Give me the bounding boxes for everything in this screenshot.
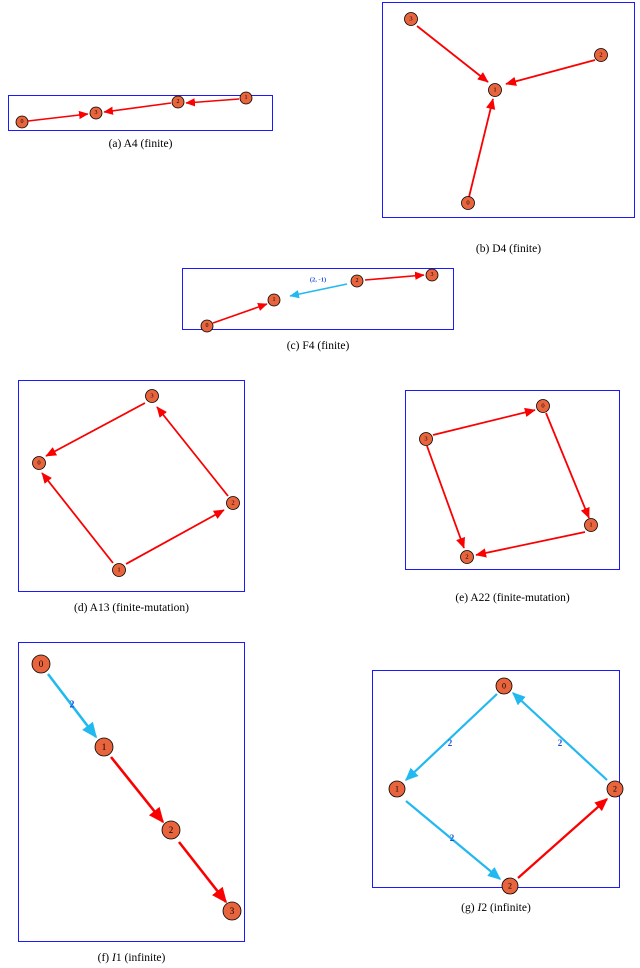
node-label: 1 — [244, 95, 248, 101]
edge-weight-g-right: 2 — [557, 738, 563, 748]
caption-i2-suffix: 2 (infinite) — [481, 902, 531, 914]
figure-d4 — [330, 0, 640, 260]
edge-2-3 — [179, 842, 226, 902]
node[interactable] — [420, 433, 433, 446]
figure-f4 — [140, 258, 500, 368]
edge-1-2 — [476, 532, 585, 555]
caption-i2 — [372, 902, 620, 914]
edge-0-3 — [28, 114, 88, 121]
node[interactable] — [95, 738, 113, 756]
edge-1-2 — [186, 99, 239, 103]
node-label: 0 — [502, 681, 506, 691]
node-label: 1 — [395, 784, 399, 794]
node[interactable] — [426, 269, 438, 281]
node[interactable] — [502, 878, 518, 894]
figure-a13 — [0, 370, 310, 620]
node[interactable] — [537, 400, 550, 413]
node[interactable] — [461, 551, 474, 564]
node[interactable] — [496, 678, 512, 694]
edge-3-0 — [433, 410, 535, 435]
caption-i1-suffix: 1 (infinite) — [115, 952, 166, 964]
node[interactable] — [268, 294, 280, 306]
node-label: 2 — [176, 99, 180, 105]
figure-a22 — [380, 380, 640, 620]
caption-i2-symbol: I — [477, 902, 482, 914]
figure-d4-graph — [330, 0, 640, 260]
figure-a13-graph — [0, 370, 310, 620]
node-label: 3 — [150, 392, 154, 400]
node-label: 2 — [168, 825, 174, 835]
node[interactable] — [389, 781, 405, 797]
edge-weight-f: 2 — [69, 699, 75, 711]
node-label: 2 — [599, 51, 603, 59]
node-label: 0 — [541, 402, 545, 410]
edge-2-1 — [290, 284, 347, 296]
node-label: 1 — [493, 86, 497, 94]
edge-2-2 — [518, 799, 607, 878]
node-label: 0 — [38, 659, 44, 669]
node[interactable] — [585, 519, 598, 532]
figure-a4 — [0, 0, 300, 160]
edge-3-0 — [46, 403, 145, 456]
node-label: 3 — [424, 435, 428, 443]
node[interactable] — [489, 84, 502, 97]
figure-a4-graph — [0, 0, 300, 160]
edge-2-0 — [513, 693, 607, 780]
node[interactable] — [227, 497, 240, 510]
edge-0-1 — [213, 304, 267, 323]
edge-0-1 — [406, 694, 497, 780]
node-label: 2 — [465, 553, 469, 561]
node[interactable] — [146, 390, 159, 403]
node[interactable] — [405, 13, 418, 26]
node-label: 0 — [37, 459, 41, 467]
node-label: 1 — [589, 521, 593, 529]
caption-f4: (c) F4 (finite) — [286, 340, 350, 352]
node-label: 3 — [430, 272, 434, 278]
node[interactable] — [223, 902, 241, 920]
node-label: 3 — [229, 906, 235, 916]
node[interactable] — [113, 564, 126, 577]
edge-1-2 — [111, 757, 163, 822]
caption-i1-prefix: (f) — [97, 952, 113, 964]
node-label: 1 — [117, 566, 121, 574]
node[interactable] — [607, 781, 623, 797]
edge-2-1 — [506, 60, 595, 84]
edge-3-2 — [427, 446, 464, 548]
edge-0-1 — [546, 413, 589, 518]
node[interactable] — [201, 320, 213, 332]
node[interactable] — [162, 821, 180, 839]
edge-1-2 — [126, 510, 224, 564]
figure-i1 — [0, 630, 300, 968]
caption-a13: (d) A13 (finite-mutation) — [74, 602, 189, 614]
node[interactable] — [595, 49, 608, 62]
edge-weight-c: (2, -1) — [309, 276, 327, 284]
node-label: 2 — [508, 881, 512, 891]
node-label: 2 — [613, 784, 617, 794]
node[interactable] — [172, 96, 184, 108]
edge-3-1 — [417, 26, 488, 82]
caption-i1 — [18, 952, 245, 964]
caption-a4: (a) A4 (finite) — [108, 138, 173, 150]
edge-2-3 — [157, 407, 228, 496]
figure-a22-graph — [380, 380, 640, 620]
node-label: 0 — [20, 119, 24, 125]
edge-1-0 — [42, 473, 113, 563]
node-label: 1 — [272, 297, 276, 303]
node[interactable] — [90, 107, 102, 119]
edge-2-3 — [365, 275, 424, 280]
caption-i2-prefix: (g) — [461, 902, 478, 914]
node-label: 2 — [231, 499, 235, 507]
figure-i1-graph — [0, 630, 300, 968]
node[interactable] — [240, 92, 252, 104]
node-label: 2 — [355, 278, 359, 284]
node-label: 1 — [101, 742, 107, 752]
node[interactable] — [33, 457, 46, 470]
caption-a22: (e) A22 (finite-mutation) — [455, 592, 570, 604]
edge-2-3 — [104, 103, 171, 112]
node-label: 3 — [409, 15, 413, 23]
node[interactable] — [462, 197, 475, 210]
node[interactable] — [16, 116, 28, 128]
edge-weight-g-bottom: 2 — [449, 833, 455, 843]
figure-i2 — [355, 660, 640, 950]
node-label: 0 — [466, 199, 470, 207]
caption-i1-symbol: I — [112, 952, 116, 964]
node-label: 3 — [94, 110, 98, 116]
node-label: 0 — [205, 323, 209, 329]
edge-0-1 — [469, 99, 493, 197]
node[interactable] — [32, 655, 50, 673]
edge-weight-g-left: 2 — [447, 738, 453, 748]
node[interactable] — [351, 275, 363, 287]
caption-d4: (b) D4 (finite) — [475, 243, 542, 255]
